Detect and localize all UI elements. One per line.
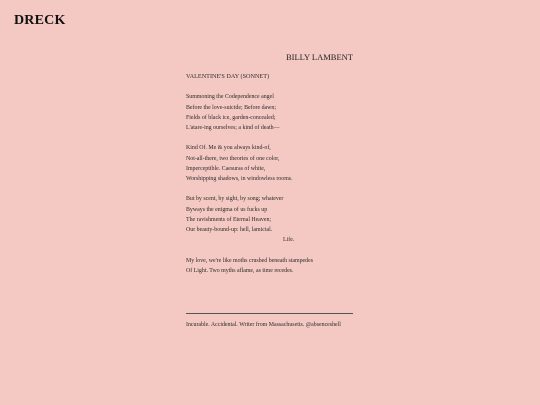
bio-text: Incurable. Accidental. Writer from Massachusetts. xyxy=(186,322,305,328)
social-handle-link[interactable]: @absenceshell xyxy=(305,322,341,328)
poem-title: VALENTINE'S DAY (SONNET) xyxy=(186,73,270,80)
poem-line: Of Light. Two myths aflame, as time recedes. xyxy=(186,267,294,274)
poem-line: Not-all-there, two theories of one color, xyxy=(186,155,280,162)
poem-line: Life. xyxy=(283,237,295,244)
stanza-4 xyxy=(186,256,353,276)
author-bio xyxy=(186,320,386,330)
poem-line: L'atare-ing ourselves; a kind of death— xyxy=(186,125,280,131)
poem-line: Summoning the Codependence angel xyxy=(186,94,274,101)
poem-line: The ravishments of Eternal Heaven; xyxy=(186,216,272,223)
poem-line: But by scent, by sight, by song; whatever xyxy=(186,196,284,203)
site-logo[interactable]: DRECK xyxy=(14,13,66,28)
poem-line: Byways the enigma of us fucks up xyxy=(186,206,268,213)
poem-line: Worshipping shadows, in windowless rooms. xyxy=(186,176,293,182)
poem xyxy=(186,72,353,286)
poem-line: Before the love-suicide; Before dawn; xyxy=(186,104,276,111)
stanza-1 xyxy=(186,92,353,133)
stanza-2 xyxy=(186,143,353,184)
stanza-3 xyxy=(186,194,353,245)
footer-divider xyxy=(186,313,353,314)
author-name[interactable]: BILLY LAMBENT xyxy=(285,52,353,62)
poem-line: Our beauty-bound-up: hell, lamictal. xyxy=(186,227,273,233)
poem-line: Kind Of. Me & you always kind-of, xyxy=(186,145,271,152)
poem-line: Fields of black ice, garden-concealed; xyxy=(186,114,276,121)
poem-line: My love, we're like moths crushed beneath stampedes xyxy=(186,257,314,264)
poem-line: Imperceptible. Caesuras of white, xyxy=(186,165,266,172)
